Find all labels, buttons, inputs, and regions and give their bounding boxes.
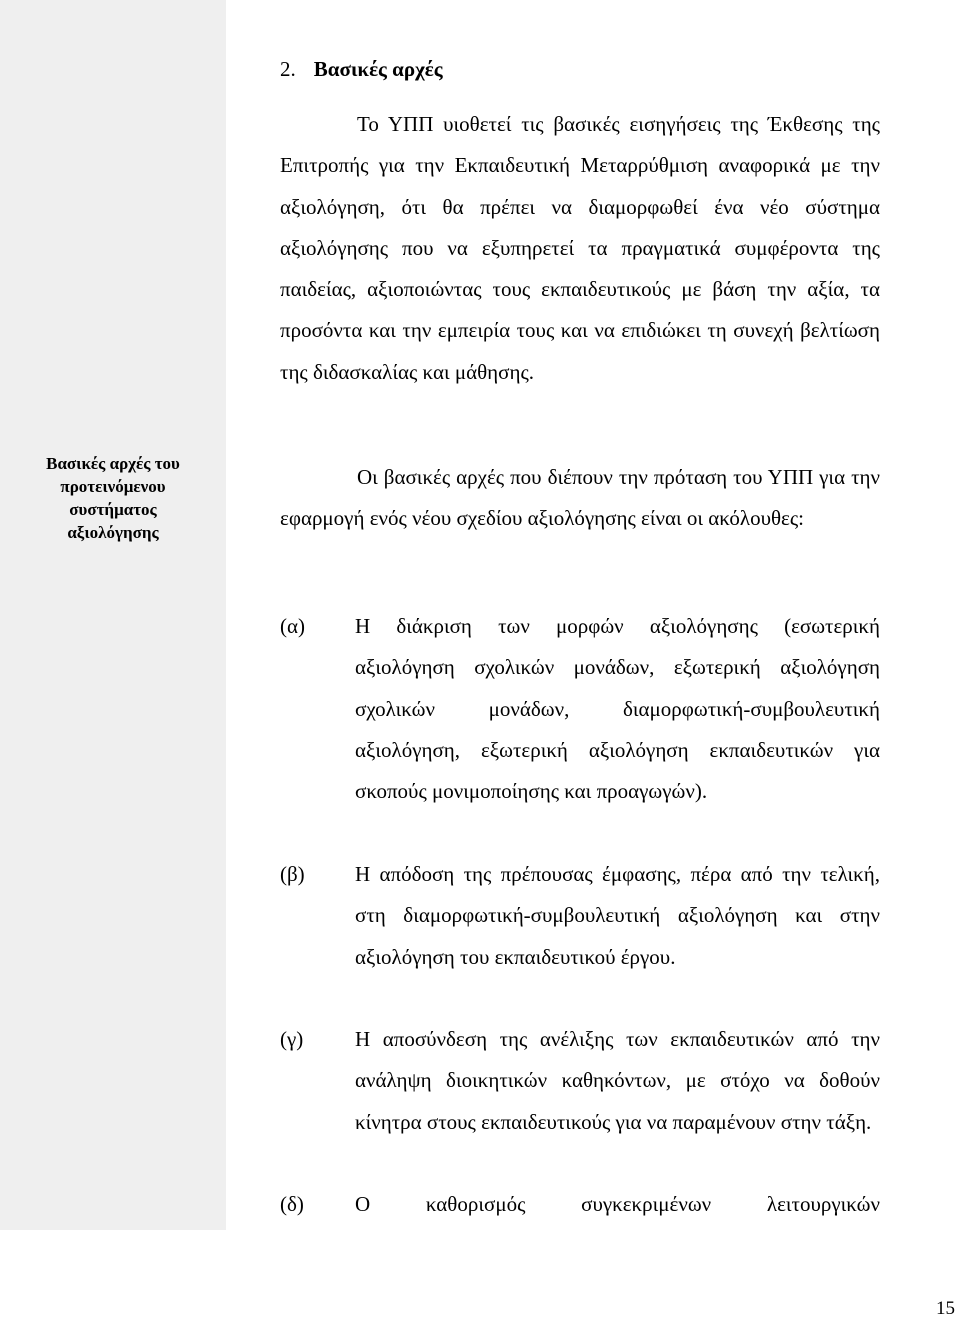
page-number: 15 <box>936 1298 955 1319</box>
list-item <box>280 606 880 812</box>
list-item <box>280 1019 880 1143</box>
paragraph-principles: Οι βασικές αρχές που διέπουν την πρόταση του ΥΠΠ για την εφαρμογή ενός νέου σχεδίου αξιολόγησης είναι οι ακόλουθες: <box>280 465 880 531</box>
list-item-label: (β) <box>280 862 305 886</box>
list-item-text: Η απόδοση της πρέπουσας έμφασης, πέρα από την τελική, στη διαμορφωτική-συμβουλευτική αξιολόγηση και στην αξιολόγηση του εκπαιδευτικού έργου. <box>355 862 880 969</box>
list-item <box>280 1184 880 1225</box>
list-item-label: (γ) <box>280 1027 304 1051</box>
section-title: Βασικές αρχές <box>313 57 443 81</box>
sidebar-note <box>0 452 226 544</box>
sidebar-note-line: αξιολόγησης <box>67 523 159 542</box>
sidebar-note-line: Βασικές αρχές του <box>46 454 180 473</box>
list-item-text: Η διάκριση των μορφών αξιολόγησης (εσωτερική αξιολόγηση σχολικών μονάδων, εξωτερική αξιολόγηση σχολικών μονάδων, διαμορφωτική-συμβουλευτική αξιολόγηση, εξωτερική αξιολόγηση εκπαιδευτικών για σκοπούς μονιμοποίησης και προαγωγών). <box>355 614 880 804</box>
sidebar-note-line: συστήματος <box>69 500 157 519</box>
list-item-text: Η αποσύνδεση της ανέλιξης των εκπαιδευτικών από την ανάληψη διοικητικών καθηκόντων, με στόχο να δοθούν κίνητρα στους εκπαιδευτικούς για να παραμένουν στην τάξη. <box>355 1027 880 1134</box>
section-heading <box>280 52 443 86</box>
paragraph-intro: Το ΥΠΠ υιοθετεί τις βασικές εισηγήσεις της Έκθεσης της Επιτροπής για την Εκπαιδευτική Μεταρρύθμιση αναφορικά με την αξιολόγηση, ότι θα πρέπει να διαμορφωθεί ένα νέο σύστημα αξιολόγησης που να εξυπηρετεί τα πραγματικά συμφέροντα της παιδείας, αξιοποιώντας τους εκπαιδευτικούς με βάση την αξία, τα προσόντα και την εμπειρία τους και να επιδιώκει τη συνεχή βελτίωση της διδασκαλίας και μάθησης. <box>280 112 880 384</box>
list-item-label: (δ) <box>280 1192 304 1216</box>
sidebar-note-line: προτεινόμενου <box>60 477 166 496</box>
list-item-text: Ο καθορισμός συγκεκριμένων λειτουργικών <box>355 1192 880 1216</box>
list-item-label: (α) <box>280 614 305 638</box>
margin-sidebar <box>0 0 226 1230</box>
list-item <box>280 854 880 978</box>
section-number: 2. <box>280 57 296 81</box>
